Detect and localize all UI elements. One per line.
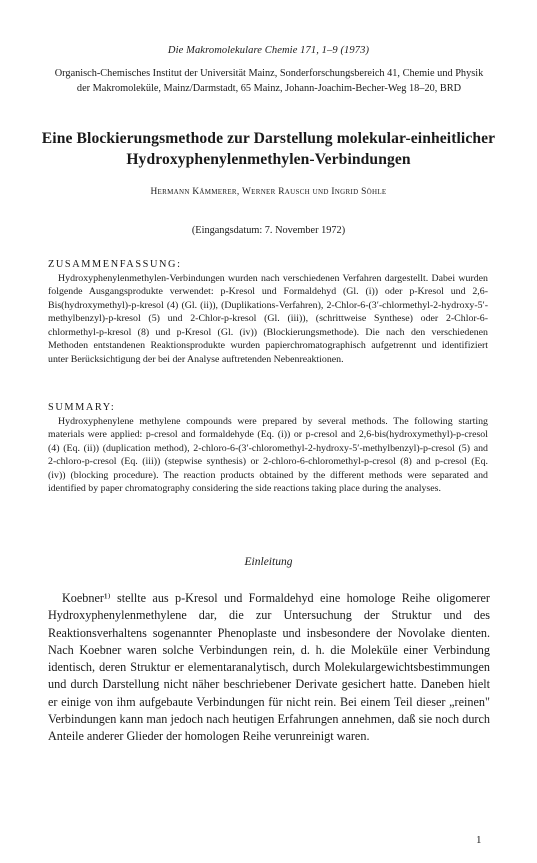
- page-number: 1: [476, 834, 482, 846]
- zusammenfassung-text: Hydroxyphenylenmethylen-Verbindungen wurden nach verschiedenen Verfahren dargestellt. Dabei wurden folgende Ausgangsprodukte verwendet: p-Kresol und Formaldehyd (Gl. (i)) oder p-Kresol und 2,6-Bis(hydroxymethyl)-p-kresol (4) (Gl. (ii)), (Duplikations-Verfahren), 2-Chlor-6-(3′-chlormethyl-2-hydroxy-5′-methylbenzyl)-p-kresol (5) und 2-Chlor-p-kresol (Gl. (iii)), (schrittweise Synthese) oder 2-Chlor-6-chlormethyl-p-kresol (8) und p-Kresol (Gl. (iv)) (Blockierungsmethode). Die nach den verschiedenen Methoden entstandenen Reaktionsprodukte wurden papierchromatographisch aufgetrennt und identifiziert unter Berücksichtigung der bei der Analyse auftretenden Nebenreaktionen.: [48, 273, 488, 365]
- received-date: (Eingangsdatum: 7. November 1972): [191, 225, 346, 236]
- section-heading: Einleitung: [244, 556, 293, 568]
- summary-text: Hydroxyphenylene methylene compounds were prepared by several methods. The following starting materials were applied: p-cresol and formaldehyde (Eq. (i)) or p-cresol and 2,6-bis(hydroxymethyl)-p-cresol (4) (Eq. (ii)) (duplication method), 2-chloro-6-(3′-chloromethyl-2-hydroxy-5′-methylbenzyl)-p-cresol (5) and 2-chloro-p-cresol (Eq. (iii)) (stepwise synthesis) or 2-chloro-6-chloromethyl-p-cresol (8) and p-cresol (Eq. (iv)) (blocking procedure). The reaction products obtained by the different methods were separated and identified by paper chromatography considering the side reactions taking place during the analyses.: [48, 416, 488, 495]
- paper-title: Eine Blockierungsmethode zur Darstellung molekular-einheitlicher Hydroxyphenylenmethylen-Verbindungen: [41, 130, 496, 168]
- summary-heading: SUMMARY:: [48, 402, 116, 413]
- introduction-paragraph: Koebner¹⁾ stellte aus p-Kresol und Formaldehyd eine homologe Reihe oligomerer Hydroxyphenylenmethylene dar, die zur Untersuchung der Struktur und des Reaktionsverhaltens sogenannter Phenoplaste und insbesondere der Novolake dienten. Nach Koebner waren solche Verbindungen rein, d. h. die Moleküle einer Verbindung identisch, deren Struktur er elementaranalytisch, durch Molekulargewichtsbestimmungen und durch Darstellung nicht näher beschriebener Derivate gesichert hatte. Daneben hielt er einige von ihm aufgebaute Verbindungen für nicht rein. Bei einem Teil dieser „reinen" Verbindungen kann man jedoch nach heutigen Erfahrungen annehmen, daß sie noch durch Anteile anderer Glieder der homologen Reihe verunreinigt waren.: [48, 591, 490, 743]
- institution-affiliation: Organisch-Chemisches Institut der Universität Mainz, Sonderforschungsbereich 41, Chemie und Physik der Makromoleküle, Mainz/Darmstadt, 65 Mainz, Johann-Joachim-Becher-Weg 18–20, BRD: [54, 68, 484, 94]
- author-list: Hermann Kämmerer, Werner Rausch und Ingrid Söhle: [150, 187, 387, 197]
- journal-citation: Die Makromolekulare Chemie 171, 1–9 (1973): [167, 45, 370, 56]
- zusammenfassung-heading: ZUSAMMENFASSUNG:: [48, 259, 182, 270]
